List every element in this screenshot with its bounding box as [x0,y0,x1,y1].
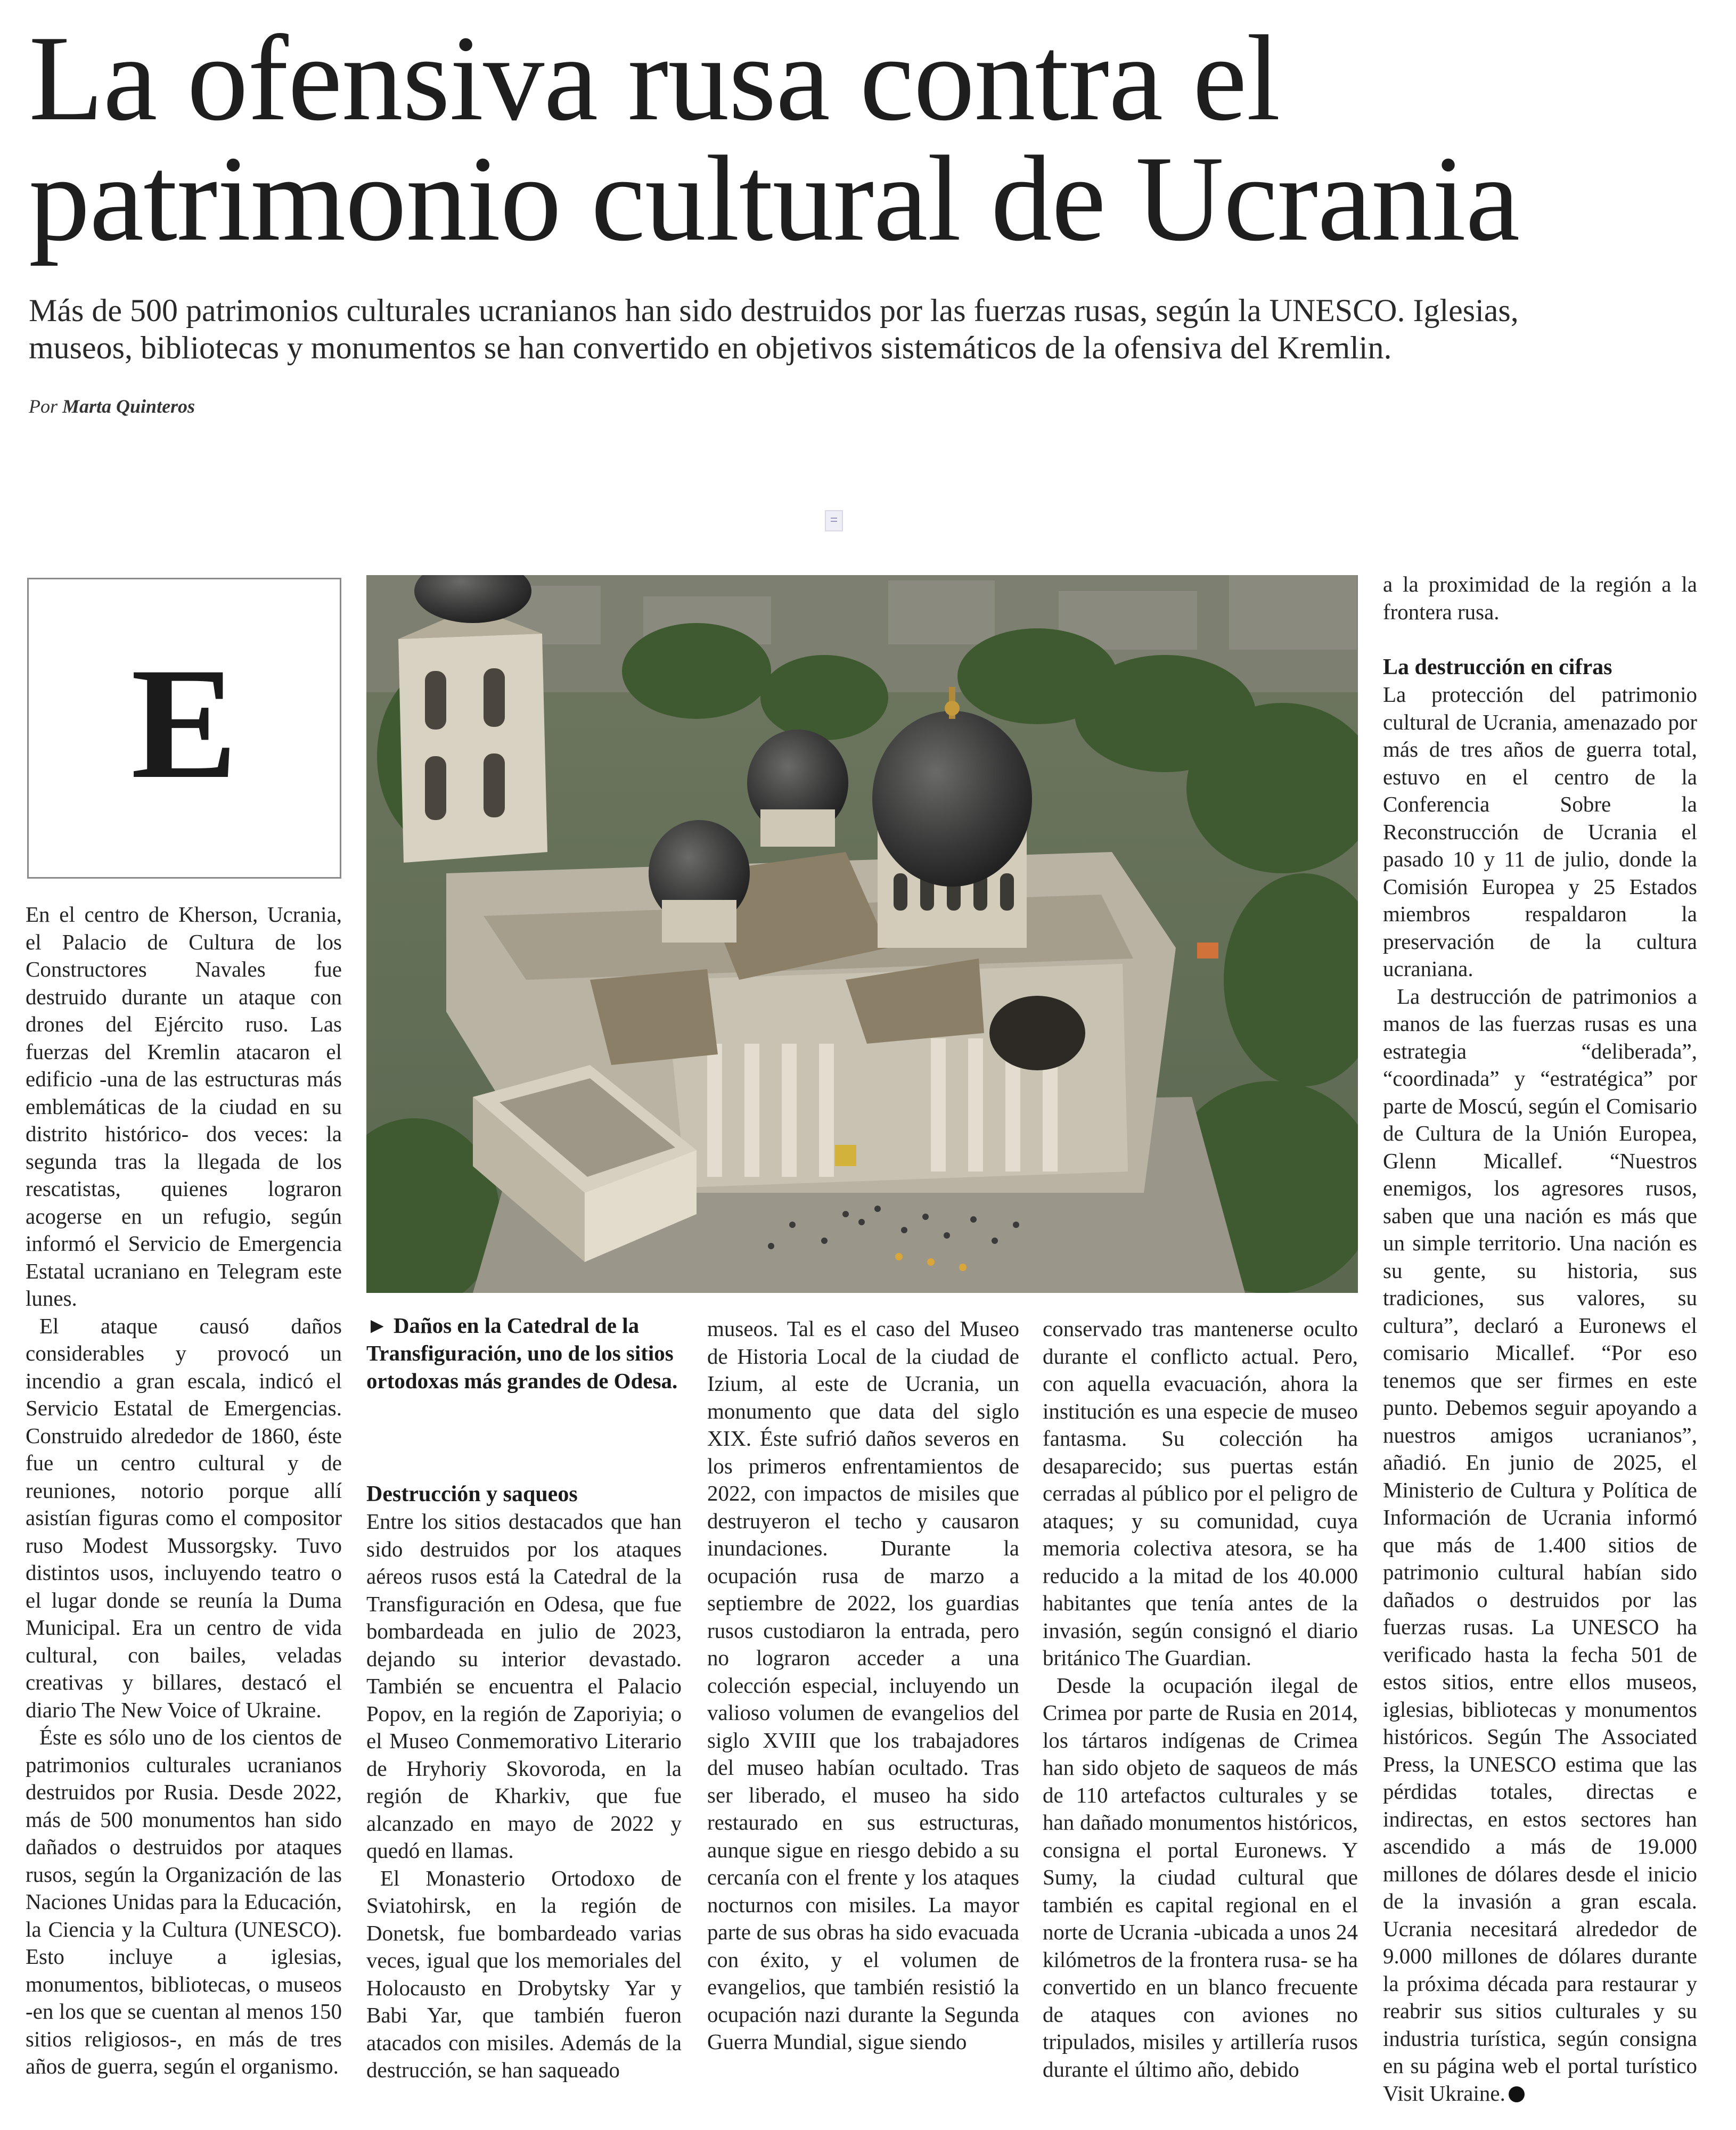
paragraph: El ataque causó daños considerables y provocó un incendio a gran escala, indicó el Servicio Estatal de Emergencias. Construido alrededor de 1860, éste fue un centro cultural y de reuniones, notorio porque allí asistían figuras como el compositor ruso Modest Mussorgsky. Tuvo distintos usos, incluyendo teatro o el lugar donde se reunía la Duma Municipal. Era un centro de vida cultural, con bailes, veladas creativas y billares, destacó el diario The New Voice of Ukraine. [26,1313,342,1722]
deck-subtitle [29,292,1706,366]
section-heading-destruccion-saqueos: Destrucción y saqueos [366,1482,578,1506]
ad-marker-icon [825,510,843,531]
paragraph: El Monasterio Ortodoxo de Sviatohirsk, en la región de Donetsk, fue bombardeado varias veces, igual que los memoriales del Holocausto en Drobytsky Yar y Babi Yar, que también fueron atacados con misiles. Además de la destrucción, se han saqueado [366,1865,682,2082]
headline [29,10,1706,266]
paragraph-final [1383,983,1697,2108]
headline-line-1: La ofensiva rusa contra el [29,10,1280,146]
cathedral-aerial-photo [366,575,1358,1293]
column-5 [1383,571,1697,2104]
dropcap-letter: E [130,635,238,812]
column-2 [366,1480,682,2103]
paragraph: conservado tras mantenerse oculto durante el conflicto actual. Pero, con aquella evacuación, ahora la institución es una especie de museo fantasma. Su colección ha desaparecido; sus puertas están cerradas al público por el peligro de ataques; y su comunidad, cuya memoria colectiva atesora, se ha reducido a la mitad de los 40.000 habitantes que tenía antes de la invasión, según consignó el diario británico The Guardian. [1043,1316,1358,1670]
paragraph: museos. Tal es el caso del Museo de Historia Local de la ciudad de Izium, al este de Ucrania, un monumento que data del siglo XIX. Éste sufrió daños severos en los primeros enfrentamientos de 2022, con impactos de misiles que destruyeron el techo y causaron inundaciones. Durante la ocupación rusa de marzo a septiembre de 2022, los guardias rusos custodiaron la entrada, pero no lograron acceder a una colección especial, incluyendo un valioso volumen de evangelios del siglo XVIII que los trabajadores del museo habían ocultado. Tras ser liberado, el museo ha sido restaurado en sus estructuras, aunque sigue en riesgo debido a su cercanía con el frente y los ataques nocturnos con misiles. La mayor parte de sus obras ha sido evacuada con éxito, y el volumen de evangelios, que también resistió la ocupación nazi durante la Segunda Guerra Mundial, sigue siendo [707,1316,1019,2054]
photo-caption: ► Daños en la Catedral de la Transfiguración, uno de los sitios ortodoxas más grandes de Odesa. [366,1313,678,1393]
paragraph: La protección del patrimonio cultural de Ucrania, amenazado por más de tres años de guerra total, estuvo en el centro de la Conferencia Sobre la Reconstrucción de Ucrania el pasado 10 y 11 de julio, donde la Comisión Europea y 25 Estados miembros respaldaron la preservación de la cultura ucraniana. [1383,682,1697,981]
paragraph: En el centro de Kherson, Ucrania, el Palacio de Cultura de los Constructores Navales fue destruido durante un ataque con drones del Ejército ruso. Las fuerzas del Kremlin atacaron el edificio -una de las estructuras más emblemáticas de la ciudad en su distrito histórico- dos veces: la segunda tras la llegada de los rescatistas, quienes lograron acogerse en un refugio, según informó el Servicio de Emergencia Estatal ucraniano en Telegram este lunes. [26,902,342,1310]
paragraph: Éste es sólo uno de los cientos de patrimonios culturales ucranianos destruidos por Rusia. Desde 2022, más de 500 monumentos han sido dañados o destruidos por ataques rusos, según la Organización de las Naciones Unidas para la Educación, la Ciencia y la Cultura (UNESCO). Esto incluye a iglesias, monumentos, bibliotecas, o museos -en los que se cuentan al menos 150 sitios religiosos-, en más de tres años de guerra, según el organismo. [26,1725,342,2078]
section-heading-destruccion-cifras: La destrucción en cifras [1383,655,1612,679]
deck-line-1: Más de 500 patrimonios culturales ucranianos han sido destruidos por las fuerzas rusas, según la UNESCO. Iglesias, [29,293,1519,328]
deck-line-2: museos, bibliotecas y monumentos se han convertido en objetivos sistemáticos de la ofensiva del Kremlin. [29,330,1392,365]
byline [29,395,195,417]
paragraph: a la proximidad de la región a la frontera rusa. [1383,572,1697,624]
paragraph-final-text: La destrucción de patrimonios a manos de las fuerzas rusas es una estrategia “deliberada”, “coordinada” y “estratégica” por parte de Moscú, según el Comisario de Cultura de la Unión Europea, Glenn Micallef. “Nuestros enemigos, los agresores rusos, saben que una nación es más que un simple territorio. Una nación es su gente, su historia, sus tradiciones, sus valores, su cultura”, declaró a Euronews el comisario Micallef. “Por eso tenemos que ser firmes en este punto. Debemos seguir apoyando a nuestros amigos ucranianos”, añadió. En junio de 2025, el Ministerio de Cultura y Política de Información de Ucrania informó que más de 1.400 sitios de patrimonio cultural habían sido dañados o destruidos por las fuerzas rusas. La UNESCO ha verificado hasta la fecha 501 de estos sitios, entre ellos museos, iglesias, bibliotecas y monumentos históricos. Según The Associated Press, la UNESCO estima que las pérdidas totales, directas e indirectas, en estos sectores han ascendido a más de 19.000 millones de dólares desde el inicio de la invasión a gran escala. Ucrania necesitará alrededor de 9.000 millones de dólares durante la próxima década para restaurar y reabrir sus sitios culturales y su industria turística, según consigna en su página web el portal turístico Visit Ukraine. [1383,984,1697,2106]
paragraph: Desde la ocupación ilegal de Crimea por parte de Rusia en 2014, los tártaros indígenas de Crimea han sido objeto de saqueos de más de 110 artefactos culturales y se han dañado monumentos históricos, consigna el portal Euronews. Y Sumy, la ciudad cultural que también es capital regional en el norte de Ucrania -ubicada a unos 24 kilómetros de la frontera rusa- se ha convertido en un blanco frecuente de ataques con aviones no tripulados, misiles y artillería rusos durante el último año, debido [1043,1673,1358,2082]
paragraph: Entre los sitios destacados que han sido destruidos por los ataques aéreos rusos está la Catedral de la Transfiguración en Odesa, que fue bombardeada en julio de 2023, dejando su interior devastado. También se encuentra el Palacio Popov, en la región de Zaporiyia; o el Museo Conmemorativo Literario de Hryhoriy Skovoroda, en la región de Kharkiv, que fue alcanzado en mayo de 2022 y quedó en llamas. [366,1509,682,1863]
end-mark-icon [1509,2086,1525,2102]
headline-line-2: patrimonio cultural de Ucrania [29,130,1520,266]
author-name: Marta Quinteros [62,396,195,417]
dropcap-box [27,578,341,879]
column-3 [707,1315,1019,2103]
column-1 [26,901,342,2094]
column-4 [1043,1315,1358,2103]
byline-prefix: Por [29,396,58,417]
